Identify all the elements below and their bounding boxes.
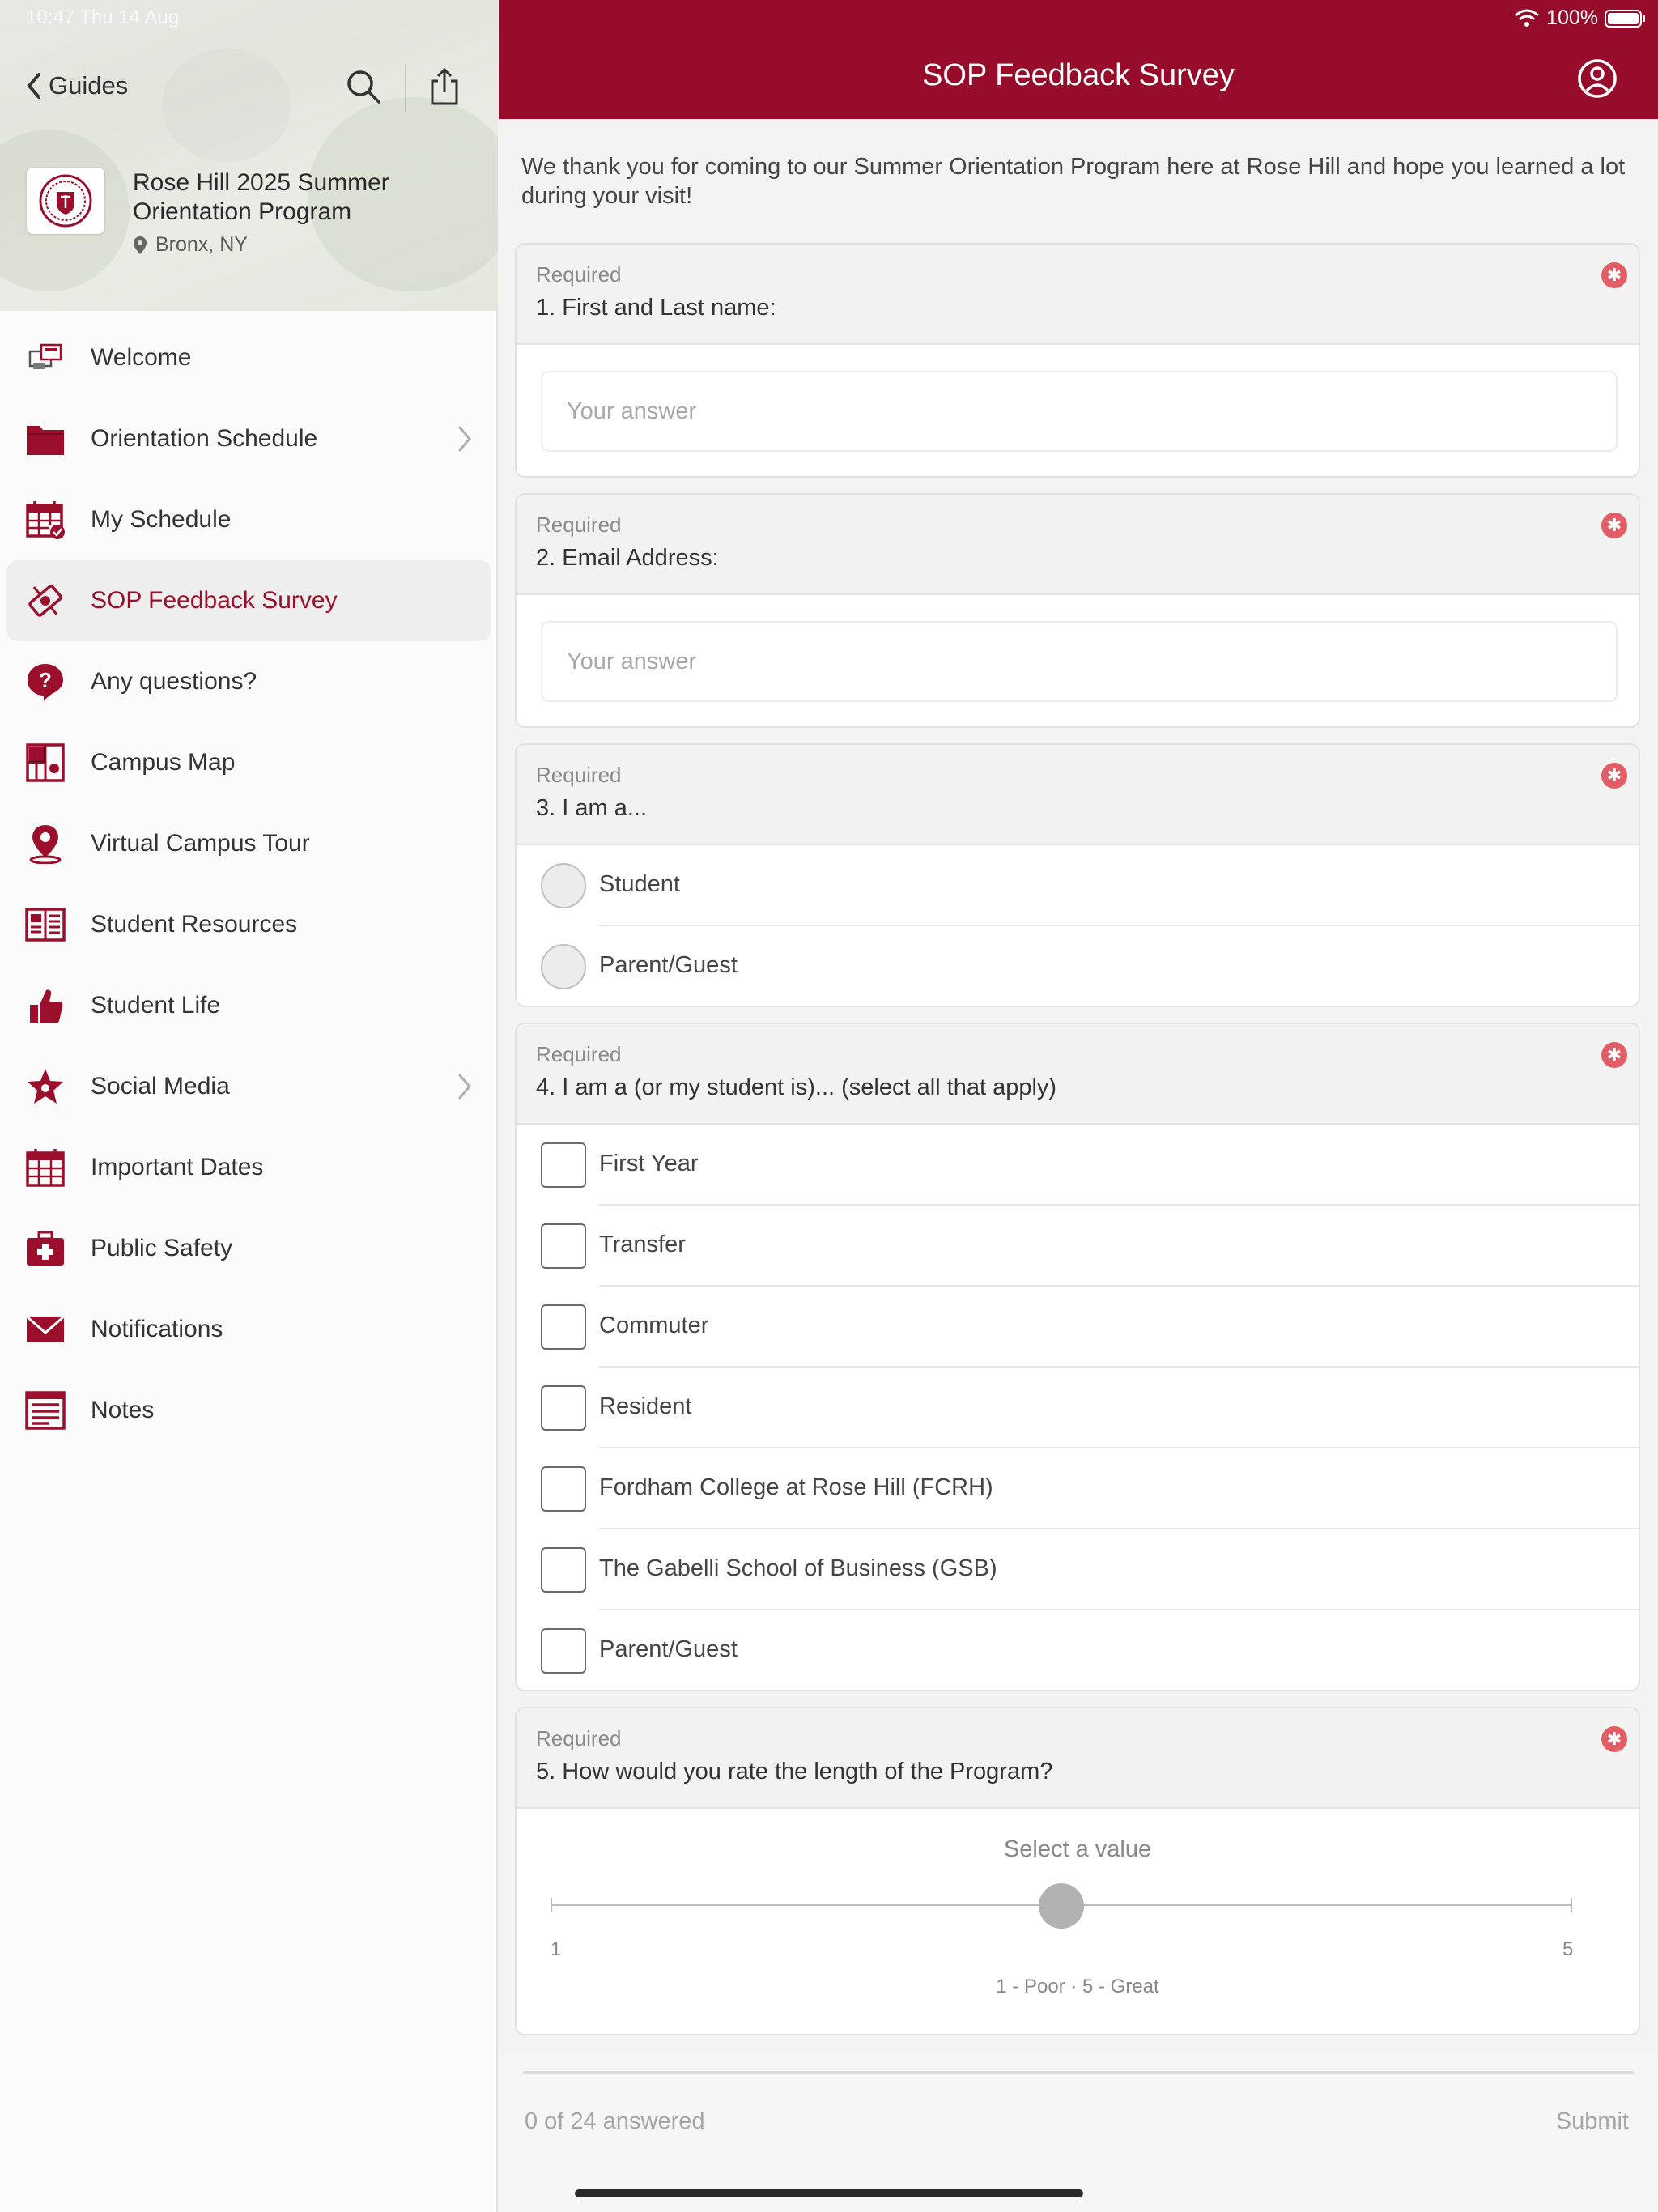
- option-label: Parent/Guest: [599, 1636, 738, 1662]
- slider-min-label: 1: [551, 1938, 562, 1960]
- progress-bar: [523, 2071, 1634, 2074]
- sidebar-item-any-questions[interactable]: [0, 641, 498, 722]
- battery-percent: 100%: [1546, 6, 1598, 29]
- required-label: Required: [536, 1042, 622, 1066]
- required-label: Required: [536, 262, 622, 287]
- question-card-1: [515, 243, 1640, 478]
- checkbox-option-parent-guest[interactable]: [517, 1610, 1639, 1691]
- sidebar-item-label: Student Life: [91, 992, 221, 1019]
- question-text: 3. I am a...: [536, 795, 647, 821]
- survey-footer: [499, 2055, 1658, 2212]
- notes-icon: [24, 1389, 66, 1431]
- battery-icon: [1605, 8, 1647, 29]
- guide-title: Rose Hill 2025 Summer Orientation Program: [133, 169, 389, 225]
- question-text: 2. Email Address:: [536, 545, 719, 571]
- checkbox-option-commuter[interactable]: [517, 1287, 1639, 1368]
- sidebar-item-public-safety[interactable]: [0, 1208, 498, 1289]
- checkbox[interactable]: [541, 1223, 586, 1269]
- option-label: Fordham College at Rose Hill (FCRH): [599, 1474, 993, 1500]
- star-icon: [24, 1066, 66, 1108]
- sidebar-item-label: Social Media: [91, 1073, 230, 1100]
- survey-icon: [24, 580, 66, 622]
- required-asterisk-icon: ✱: [1601, 763, 1627, 789]
- required-label: Required: [536, 513, 622, 537]
- question-text: 1. First and Last name:: [536, 295, 776, 321]
- question-card-5: [515, 1707, 1640, 2035]
- chevron-right-icon: [456, 424, 474, 453]
- sidebar-item-social-media[interactable]: [0, 1046, 498, 1127]
- status-indicators: [1514, 6, 1647, 30]
- name-input[interactable]: [541, 371, 1618, 452]
- seal-logo: [37, 172, 94, 229]
- sidebar-item-student-resources[interactable]: [0, 884, 498, 965]
- sidebar-item-label: Campus Map: [91, 749, 236, 776]
- email-input[interactable]: [541, 621, 1618, 702]
- sidebar-nav: [0, 317, 498, 1451]
- option-label: Student: [599, 871, 680, 897]
- sidebar-item-label: Public Safety: [91, 1235, 233, 1261]
- location-pin-icon: [24, 823, 66, 865]
- wifi-icon: [1514, 9, 1540, 28]
- main-content: [499, 0, 1658, 2212]
- sidebar-item-label: Orientation Schedule: [91, 425, 318, 452]
- sidebar-item-student-life[interactable]: [0, 965, 498, 1046]
- checkbox[interactable]: [541, 1385, 586, 1431]
- home-indicator[interactable]: [575, 2189, 1083, 2197]
- checkbox[interactable]: [541, 1628, 586, 1674]
- share-icon[interactable]: [424, 66, 465, 107]
- slider-prompt: Select a value: [1003, 1836, 1152, 1862]
- welcome-icon: [24, 337, 66, 379]
- question-icon: [24, 661, 66, 703]
- location-pin-small-icon: [133, 236, 147, 255]
- checkbox-option-gsb[interactable]: [517, 1529, 1639, 1610]
- top-bar: [499, 0, 1658, 119]
- sidebar-item-label: Welcome: [91, 344, 192, 371]
- radio-option-parent-guest[interactable]: [517, 926, 1639, 1007]
- location-text: Bronx, NY: [155, 233, 248, 256]
- slider-tick-max: [1571, 1898, 1572, 1912]
- sidebar-item-virtual-campus-tour[interactable]: [0, 803, 498, 884]
- rating-slider: [517, 1809, 1639, 2034]
- envelope-icon: [24, 1308, 66, 1351]
- required-asterisk-icon: ✱: [1601, 513, 1627, 538]
- checkbox[interactable]: [541, 1547, 586, 1593]
- map-icon: [24, 742, 66, 784]
- sidebar-item-important-dates[interactable]: [0, 1127, 498, 1208]
- calendar-check-icon: [24, 499, 66, 541]
- profile-icon[interactable]: [1577, 58, 1618, 99]
- svg-text:?: ?: [39, 668, 52, 692]
- option-label: Parent/Guest: [599, 952, 738, 978]
- guide-logo: [27, 168, 104, 234]
- radio-button[interactable]: [541, 944, 586, 989]
- question-card-2: [515, 493, 1640, 728]
- calendar-grid-icon: [24, 1146, 66, 1189]
- required-asterisk-icon: ✱: [1601, 1042, 1627, 1068]
- question-text: 4. I am a (or my student is)... (select all that apply): [536, 1074, 1057, 1100]
- sidebar-item-label: Important Dates: [91, 1154, 264, 1180]
- sidebar-item-label: Notes: [91, 1397, 155, 1423]
- sidebar-item-campus-map[interactable]: [0, 722, 498, 803]
- option-label: Resident: [599, 1393, 692, 1419]
- sidebar-item-label: Any questions?: [91, 668, 257, 695]
- thumbs-up-icon: [24, 985, 66, 1027]
- guide-location: [133, 233, 248, 257]
- question-text: 5. How would you rate the length of the Program?: [536, 1759, 1053, 1784]
- search-icon[interactable]: [343, 66, 384, 107]
- submit-button[interactable]: Submit: [1555, 2108, 1629, 2134]
- first-aid-icon: [24, 1227, 66, 1270]
- back-button[interactable]: [24, 71, 128, 100]
- checkbox[interactable]: [541, 1142, 586, 1188]
- checkbox-option-first-year[interactable]: [517, 1125, 1639, 1206]
- header-divider: [405, 65, 406, 112]
- required-label: Required: [536, 1726, 622, 1750]
- sidebar-item-label: My Schedule: [91, 506, 232, 533]
- chevron-left-icon: [24, 71, 44, 100]
- sidebar-item-label: Student Resources: [91, 911, 298, 938]
- question-card-4: [515, 1023, 1640, 1691]
- answered-count: 0 of 24 answered: [525, 2108, 705, 2134]
- option-label: Transfer: [599, 1231, 686, 1257]
- slider-tick-min: [551, 1898, 552, 1912]
- sidebar-item-label: Virtual Campus Tour: [91, 830, 310, 857]
- sidebar-item-notifications[interactable]: [0, 1289, 498, 1370]
- required-label: Required: [536, 763, 622, 787]
- option-label: Commuter: [599, 1312, 709, 1338]
- checkbox-option-resident[interactable]: [517, 1368, 1639, 1448]
- book-icon: [24, 904, 66, 946]
- survey-intro: We thank you for coming to our Summer Orientation Program here at Rose Hill and hope you learned a lot during your visit!: [521, 154, 1626, 209]
- guide-header: [0, 0, 498, 311]
- checkbox[interactable]: [541, 1466, 586, 1512]
- option-label: The Gabelli School of Business (GSB): [599, 1555, 997, 1581]
- sidebar: [0, 0, 498, 2212]
- checkbox[interactable]: [541, 1304, 586, 1350]
- option-label: First Year: [599, 1151, 699, 1176]
- checkbox-option-fcrh[interactable]: [517, 1448, 1639, 1529]
- sidebar-item-label: Notifications: [91, 1316, 223, 1342]
- folder-icon: [24, 418, 66, 460]
- radio-option-student[interactable]: [517, 845, 1639, 926]
- status-time: 10:47 Thu 14 Aug: [26, 6, 180, 28]
- slider-max-label: 5: [1562, 1938, 1574, 1960]
- back-label: Guides: [49, 71, 129, 100]
- sidebar-item-label: SOP Feedback Survey: [91, 587, 338, 614]
- required-asterisk-icon: ✱: [1601, 262, 1627, 288]
- chevron-right-icon: [456, 1072, 474, 1101]
- question-card-3: [515, 743, 1640, 1007]
- checkbox-option-transfer[interactable]: [517, 1206, 1639, 1287]
- sidebar-item-notes[interactable]: [0, 1370, 498, 1451]
- sidebar-item-welcome[interactable]: [0, 317, 498, 398]
- radio-button[interactable]: [541, 863, 586, 908]
- required-asterisk-icon: ✱: [1601, 1726, 1627, 1752]
- slider-thumb[interactable]: [1039, 1883, 1084, 1929]
- page-title: SOP Feedback Survey: [922, 58, 1235, 92]
- sidebar-item-orientation-schedule[interactable]: [0, 398, 498, 479]
- slider-legend: 1 - Poor · 5 - Great: [996, 1976, 1159, 1997]
- sidebar-item-my-schedule[interactable]: [0, 479, 498, 560]
- sidebar-item-sop-feedback-survey[interactable]: [6, 560, 491, 641]
